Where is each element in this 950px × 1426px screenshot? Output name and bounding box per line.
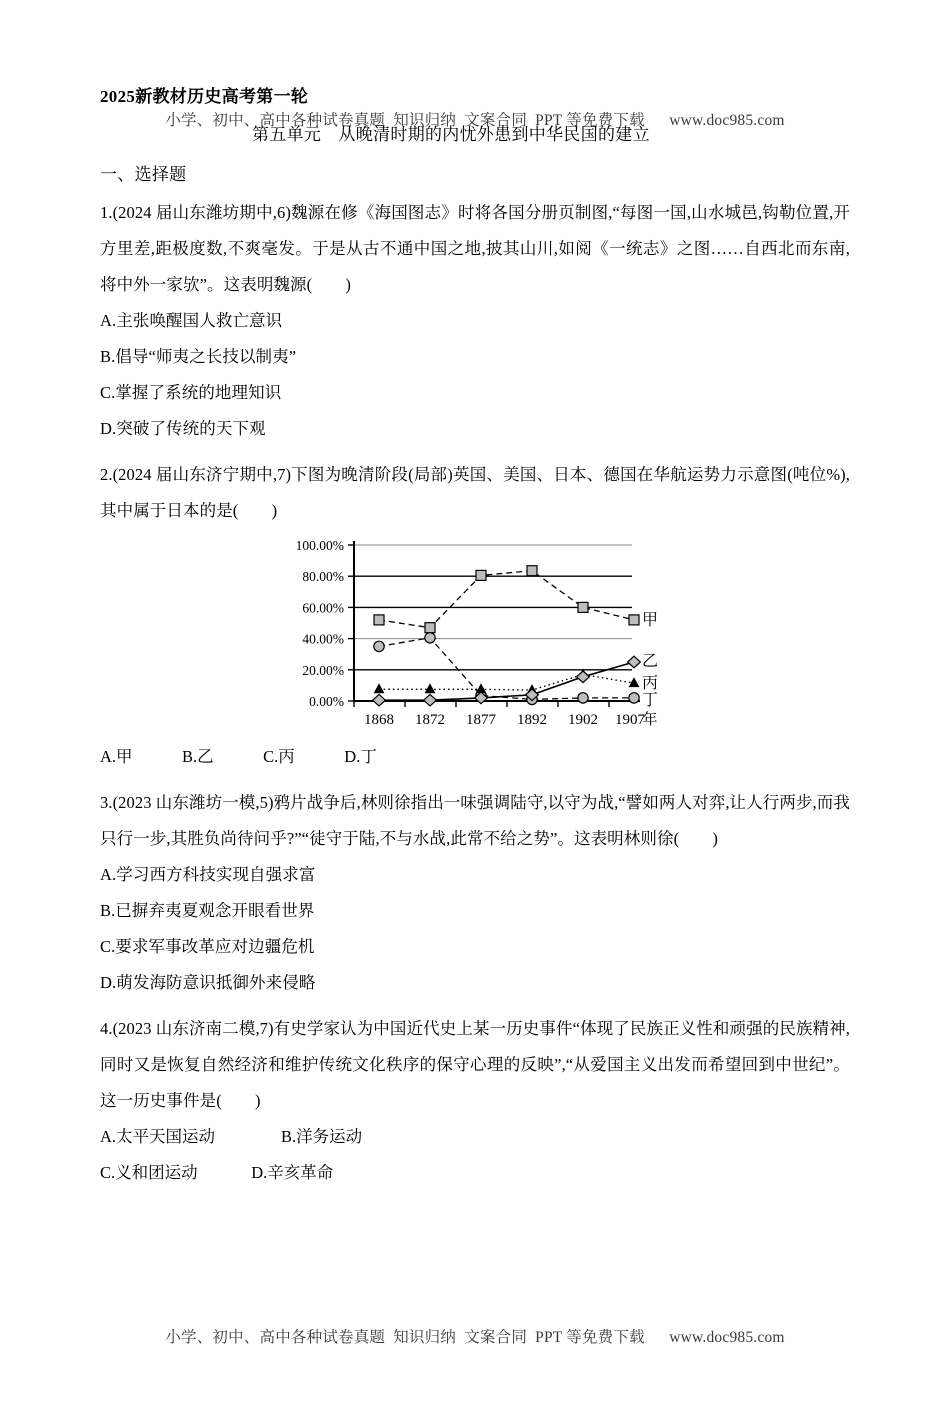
chart-series-yi xyxy=(373,656,641,706)
section-heading: 一、选择题 xyxy=(100,165,187,184)
chart-x-axis-unit: 年 xyxy=(642,712,658,728)
question-1-option-a[interactable]: A.主张唤醒国人救亡意识 xyxy=(100,311,283,330)
chart-xtick-1872: 1872 xyxy=(415,712,445,728)
question-4-options-row-2[interactable]: C.义和团运动 D.辛亥革命 xyxy=(100,1163,334,1182)
chart-legend-yi: 乙 xyxy=(642,653,659,670)
question-1-option-d[interactable]: D.突破了传统的天下观 xyxy=(100,419,266,438)
question-3-option-a[interactable]: A.学习西方科技实现自强求富 xyxy=(100,865,316,884)
question-4-options-row-1[interactable]: A.太平天国运动 B.洋务运动 xyxy=(100,1127,363,1146)
chart-xtick-1892: 1892 xyxy=(517,712,547,728)
chart-ytick-80: 80.00% xyxy=(302,569,344,585)
question-3-option-b[interactable]: B.已摒弃夷夏观念开眼看世界 xyxy=(100,901,315,920)
header-watermark: 小学、初中、高中各种试卷真题 知识归纳 文案合同 PPT 等免费下载 www.doc985.com xyxy=(165,112,785,129)
question-3-option-c[interactable]: C.要求军事改革应对边疆危机 xyxy=(100,937,315,956)
question-1-option-c[interactable]: C.掌握了系统的地理知识 xyxy=(100,383,282,402)
unit-title: 第五单元 从晚清时期的内忧外患到中华民国的建立 xyxy=(252,125,650,144)
chart-xtick-1907: 1907 xyxy=(615,712,645,728)
chart-legend-bing: 丙 xyxy=(642,675,659,692)
footer-watermark: 小学、初中、高中各种试卷真题 知识归纳 文案合同 PPT 等免费下载 www.doc985.com xyxy=(165,1329,785,1346)
question-2-stem: 2.(2024 届山东济宁期中,7)下图为晚清阶段(局部)英国、美国、日本、德国在华航运势力示意图(吨位%),其中属于日本的是( ) xyxy=(100,465,850,520)
question-4 xyxy=(100,1011,850,1191)
question-3-stem: 3.(2023 山东潍坊一模,5)鸦片战争后,林则徐指出一味强调陆守,以守为战,“譬如两人对弈,让人行两步,而我只行一步,其胜负尚待问乎?”“徒守于陆,不与水战,此常不给之势”。这表明林则徐( ) xyxy=(100,793,850,848)
document-page xyxy=(0,82,950,1426)
page-title: 2025新教材历史高考第一轮 xyxy=(100,87,309,106)
chart-ytick-40: 40.00% xyxy=(302,631,344,647)
chart-xtick-1877: 1877 xyxy=(466,712,496,728)
chart-xtick-1902: 1902 xyxy=(568,712,598,728)
chart-ytick-0: 0.00% xyxy=(309,694,344,709)
chart-legend-jia: 甲 xyxy=(642,612,659,629)
question-2-options[interactable]: A.甲 B.乙 C.丙 D.丁 xyxy=(100,747,377,766)
question-3 xyxy=(100,785,850,1001)
question-4-stem: 4.(2023 山东济南二模,7)有史学家认为中国近代史上某一历史事件“体现了民族正义性和顽强的民族精神,同时又是恢复自然经济和维护传统文化秩序的保守心理的反映”,“从爱国主义出发而希望回到中世纪”。这一历史事件是( ) xyxy=(100,1019,850,1110)
chart-ytick-20: 20.00% xyxy=(302,662,344,678)
question-2 xyxy=(100,457,850,775)
chart-ytick-100: 100.00% xyxy=(295,538,344,553)
chart-xtick-1868: 1868 xyxy=(364,712,394,728)
question-1 xyxy=(100,195,850,447)
chart-series-ding xyxy=(374,633,639,705)
question-3-option-d[interactable]: D.萌发海防意识抵御外来侵略 xyxy=(100,973,316,992)
chart-ytick-60: 60.00% xyxy=(302,600,344,616)
chart-svg xyxy=(280,535,670,731)
question-1-option-b[interactable]: B.倡导“师夷之长技以制夷” xyxy=(100,347,297,366)
question-1-stem: 1.(2024 届山东潍坊期中,6)魏源在修《海国图志》时将各国分册页制图,“每图一国,山水城邑,钩勒位置,开方里差,距极度数,不爽毫发。于是从古不通中国之地,披其山川,如阅《一统志》之图……自西北而东南,将中外一家欤”。这表明魏源( ) xyxy=(100,203,850,294)
chart-gridlines xyxy=(354,545,632,670)
shipping-share-line-chart xyxy=(100,535,850,735)
chart-legend-ding: 丁 xyxy=(642,692,659,709)
